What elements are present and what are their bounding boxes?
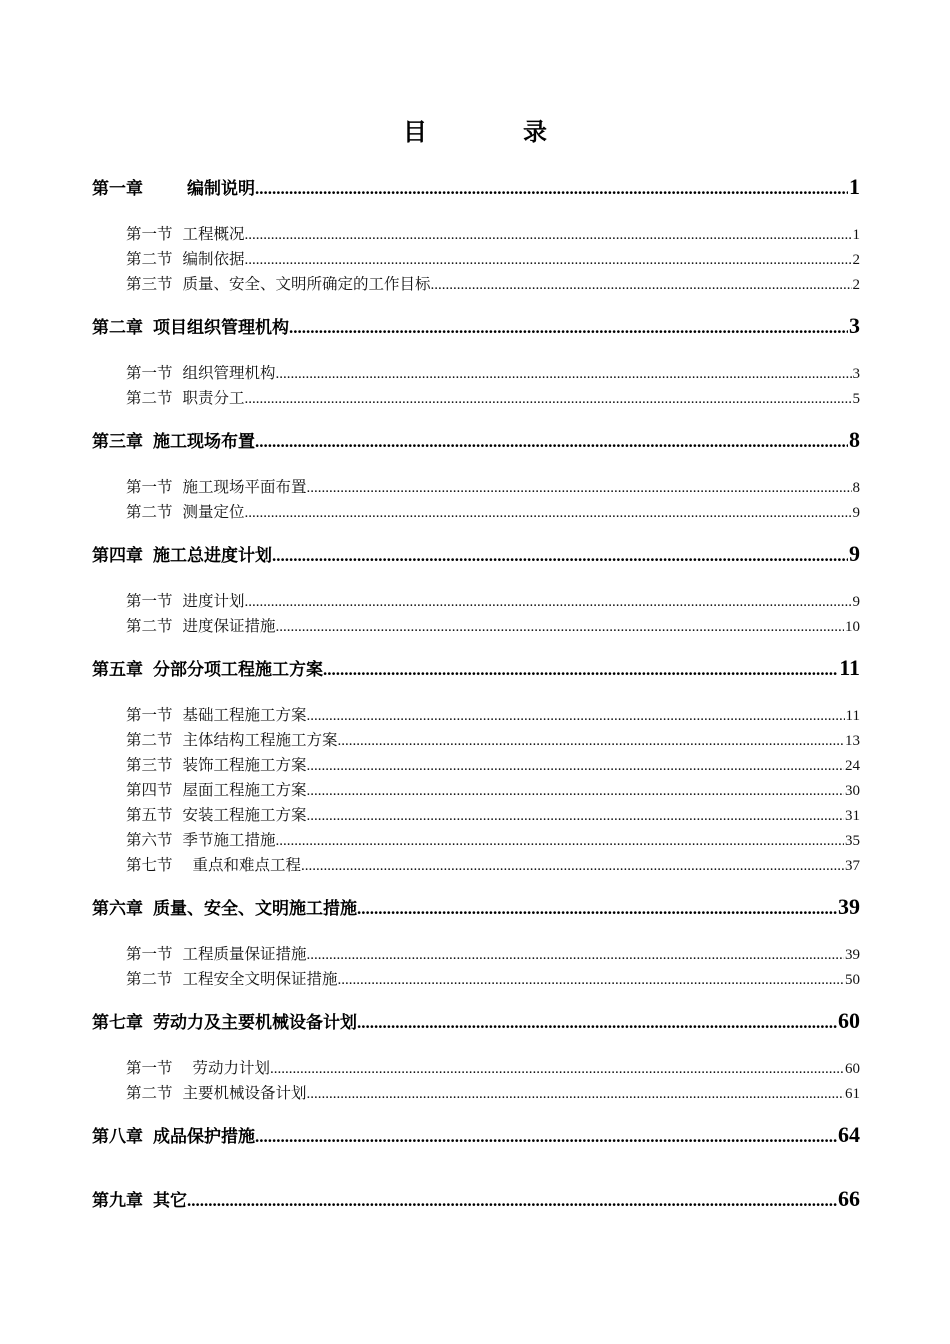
- toc-section-entry[interactable]: [92, 361, 860, 386]
- toc-chapter-entry[interactable]: [92, 1122, 860, 1152]
- section-title: 编制依据: [182, 250, 245, 268]
- toc-section-entry[interactable]: [92, 386, 860, 411]
- toc-chapter-entry[interactable]: [92, 1186, 860, 1216]
- dot-leader: [338, 733, 844, 750]
- dot-leader: [307, 783, 844, 800]
- dot-leader: [307, 808, 844, 825]
- section-title: 季节施工措施: [182, 831, 276, 849]
- section-page-number: 61: [845, 1086, 860, 1102]
- chapter-label: 第六章: [92, 899, 143, 919]
- section-page-number: 3: [852, 366, 860, 382]
- dot-leader: [245, 391, 852, 408]
- section-label: 第一节: [126, 225, 173, 243]
- section-title: 重点和难点工程: [192, 856, 302, 874]
- toc-chapter-entry[interactable]: [92, 541, 860, 571]
- section-page-number: 31: [845, 808, 860, 824]
- chapter-page-number: 11: [839, 655, 860, 680]
- section-page-number: 9: [852, 505, 860, 521]
- chapter-page-number: 1: [849, 174, 860, 199]
- section-label: 第一节: [126, 706, 173, 724]
- section-label: 第三节: [126, 275, 173, 293]
- toc-section-entry[interactable]: [92, 703, 860, 728]
- toc-section-entry[interactable]: [92, 247, 860, 272]
- chapter-title: 编制说明: [187, 179, 255, 199]
- section-title: 组织管理机构: [182, 364, 276, 382]
- section-page-number: 9: [852, 594, 860, 610]
- chapter-page-number: 66: [838, 1186, 860, 1211]
- chapter-page-number: 8: [849, 427, 860, 452]
- dot-leader: [307, 947, 844, 964]
- dot-leader: [245, 594, 852, 611]
- section-title: 测量定位: [182, 503, 245, 521]
- dot-leader: [357, 1013, 837, 1033]
- toc-section-entry[interactable]: [92, 828, 860, 853]
- toc-chapter-entry[interactable]: [92, 174, 860, 204]
- chapter-label: 第三章: [92, 432, 143, 452]
- section-title: 进度计划: [182, 592, 245, 610]
- chapter-title: 分部分项工程施工方案: [153, 660, 323, 680]
- section-page-number: 39: [845, 947, 860, 963]
- section-label: 第一节: [126, 1059, 173, 1077]
- section-label: 第一节: [126, 478, 173, 496]
- section-page-number: 37: [845, 858, 860, 874]
- toc-section-entry[interactable]: [92, 1056, 860, 1081]
- section-page-number: 11: [845, 708, 860, 724]
- section-title: 基础工程施工方案: [182, 706, 307, 724]
- toc-title: 目 录: [403, 118, 583, 146]
- toc-chapter-entry[interactable]: [92, 894, 860, 924]
- section-page-number: 60: [845, 1061, 860, 1077]
- toc-section-entry[interactable]: [92, 753, 860, 778]
- toc-chapter-entry[interactable]: [92, 313, 860, 343]
- chapter-title: 劳动力及主要机械设备计划: [153, 1013, 357, 1033]
- toc-chapter-entry[interactable]: [92, 655, 860, 685]
- section-title: 主体结构工程施工方案: [182, 731, 338, 749]
- dot-leader: [431, 277, 852, 294]
- section-label: 第二节: [126, 389, 173, 407]
- chapter-title: 施工总进度计划: [153, 546, 272, 566]
- dot-leader: [276, 833, 844, 850]
- section-page-number: 13: [845, 733, 860, 749]
- section-label: 第二节: [126, 250, 173, 268]
- section-title: 工程概况: [182, 225, 245, 243]
- dot-leader: [255, 432, 848, 452]
- toc-section-entry[interactable]: [92, 728, 860, 753]
- section-label: 第六节: [126, 831, 173, 849]
- dot-leader: [255, 1127, 837, 1147]
- section-title: 工程安全文明保证措施: [182, 970, 338, 988]
- section-label: 第二节: [126, 1084, 173, 1102]
- dot-leader: [245, 252, 852, 269]
- section-page-number: 5: [852, 391, 860, 407]
- section-page-number: 24: [845, 758, 860, 774]
- section-label: 第七节: [126, 856, 173, 874]
- dot-leader: [276, 619, 844, 636]
- chapter-label: 第八章: [92, 1127, 143, 1147]
- section-page-number: 30: [845, 783, 860, 799]
- dot-leader: [301, 858, 844, 875]
- dot-leader: [307, 480, 852, 497]
- dot-leader: [338, 972, 844, 989]
- chapter-title: 质量、安全、文明施工措施: [153, 899, 357, 919]
- chapter-label: 第四章: [92, 546, 143, 566]
- dot-leader: [272, 546, 848, 566]
- dot-leader: [187, 1191, 837, 1211]
- section-label: 第二节: [126, 731, 173, 749]
- section-page-number: 50: [845, 972, 860, 988]
- toc-section-entry[interactable]: [92, 475, 860, 500]
- toc-section-entry[interactable]: [92, 853, 860, 878]
- dot-leader: [255, 179, 848, 199]
- chapter-page-number: 9: [849, 541, 860, 566]
- dot-leader: [276, 366, 852, 383]
- toc-section-entry[interactable]: [92, 778, 860, 803]
- section-label: 第一节: [126, 945, 173, 963]
- toc-section-entry[interactable]: [92, 942, 860, 967]
- chapter-label: 第二章: [92, 318, 143, 338]
- chapter-label: 第九章: [92, 1191, 143, 1211]
- dot-leader: [323, 660, 838, 680]
- section-title: 职责分工: [182, 389, 245, 407]
- section-title: 施工现场平面布置: [182, 478, 307, 496]
- section-title: 装饰工程施工方案: [182, 756, 307, 774]
- toc-chapter-entry[interactable]: [92, 427, 860, 457]
- toc-section-entry[interactable]: [92, 803, 860, 828]
- chapter-title: 成品保护措施: [153, 1127, 255, 1147]
- section-page-number: 35: [845, 833, 860, 849]
- chapter-page-number: 60: [838, 1008, 860, 1033]
- section-title: 工程质量保证措施: [182, 945, 307, 963]
- dot-leader: [357, 899, 837, 919]
- dot-leader: [307, 1086, 844, 1103]
- section-title: 主要机械设备计划: [182, 1084, 307, 1102]
- dot-leader: [245, 227, 852, 244]
- toc-chapter-entry[interactable]: [92, 1008, 860, 1038]
- chapter-label: 第一章: [92, 179, 143, 199]
- section-title: 劳动力计划: [192, 1059, 271, 1077]
- section-title: 屋面工程施工方案: [182, 781, 307, 799]
- table-of-contents: [92, 174, 860, 1216]
- section-label: 第二节: [126, 503, 173, 521]
- chapter-title: 其它: [153, 1191, 187, 1211]
- section-title: 质量、安全、文明所确定的工作目标: [182, 275, 431, 293]
- toc-section-entry[interactable]: [92, 967, 860, 992]
- chapter-title: 施工现场布置: [153, 432, 255, 452]
- dot-leader: [307, 708, 845, 725]
- chapter-page-number: 64: [838, 1122, 860, 1147]
- section-label: 第三节: [126, 756, 173, 774]
- section-label: 第五节: [126, 806, 173, 824]
- chapter-label: 第七章: [92, 1013, 143, 1033]
- toc-section-entry[interactable]: [92, 589, 860, 614]
- section-label: 第四节: [126, 781, 173, 799]
- dot-leader: [307, 758, 844, 775]
- section-label: 第一节: [126, 364, 173, 382]
- section-label: 第二节: [126, 970, 173, 988]
- dot-leader: [289, 318, 848, 338]
- toc-section-entry[interactable]: [92, 500, 860, 525]
- section-page-number: 1: [852, 227, 860, 243]
- chapter-page-number: 39: [838, 894, 860, 919]
- chapter-label: 第五章: [92, 660, 143, 680]
- chapter-title: 项目组织管理机构: [153, 318, 289, 338]
- dot-leader: [245, 505, 852, 522]
- section-page-number: 8: [852, 480, 860, 496]
- toc-section-entry[interactable]: [92, 1081, 860, 1106]
- section-page-number: 2: [852, 252, 860, 268]
- section-page-number: 2: [852, 277, 860, 293]
- chapter-page-number: 3: [849, 313, 860, 338]
- section-label: 第一节: [126, 592, 173, 610]
- section-title: 进度保证措施: [182, 617, 276, 635]
- dot-leader: [270, 1061, 844, 1078]
- section-label: 第二节: [126, 617, 173, 635]
- section-page-number: 10: [845, 619, 860, 635]
- toc-section-entry[interactable]: [92, 614, 860, 639]
- toc-section-entry[interactable]: [92, 272, 860, 297]
- section-title: 安装工程施工方案: [182, 806, 307, 824]
- toc-section-entry[interactable]: [92, 222, 860, 247]
